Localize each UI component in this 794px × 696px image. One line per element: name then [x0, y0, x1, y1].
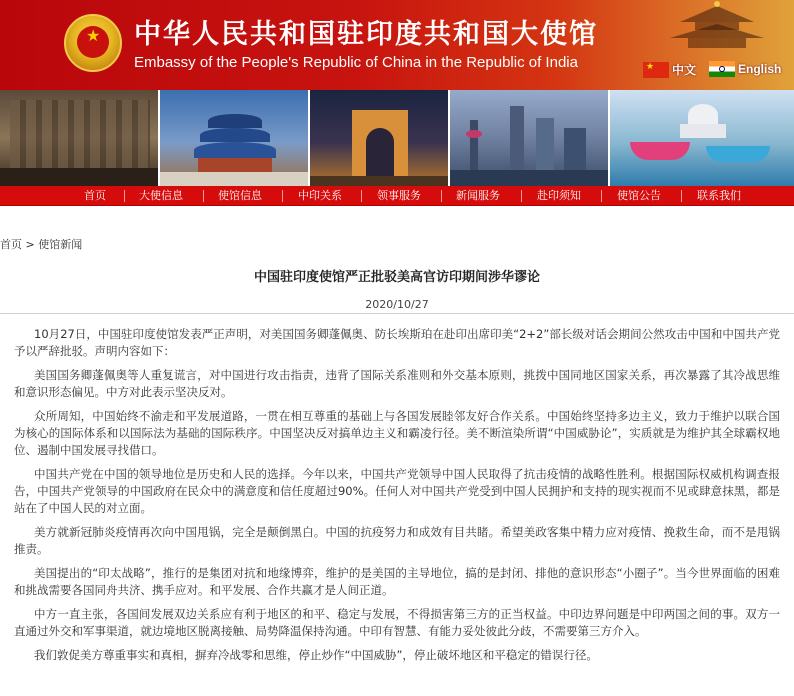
nav-china-india-relations[interactable]: 中印关系	[298, 189, 342, 202]
embassy-title-cn: 中华人民共和国驻印度共和国大使馆	[134, 19, 598, 50]
nav-ambassador[interactable]: 大使信息	[139, 189, 183, 202]
lang-english-label[interactable]: English	[738, 62, 782, 76]
article-paragraph-1: 10月27日，中国驻印度使馆发表严正声明，对美国国务卿蓬佩奥、防长埃斯珀在赴印出席印美“2+2”部长级对话会期间公然攻击中国和中国共产党予以严辞批驳。声明内容如下：	[14, 327, 780, 358]
article-paragraph-3: 众所周知，中国始终不渝走和平发展道路，一贯在相互尊重的基础上与各国发展睦邻友好合作关系。中国始终坚持多边主义，致力于维护以联合国为核心的国际体系和以国际法为基础的国际秩序。中国坚决反对搞单边主义和霸凌行径。美不断渲染所谓“中国威胁论”，实质就是为维护其全球霸权地位、遏制中国发展寻找借口。	[14, 409, 780, 457]
nav-travel-notes[interactable]: 赴印须知	[537, 189, 581, 202]
lang-switch-chinese[interactable]	[643, 61, 696, 78]
article-date: 2020/10/27	[365, 298, 429, 311]
nav-consular-services[interactable]: 领事服务	[377, 189, 421, 202]
lang-chinese-label[interactable]: 中文	[672, 63, 697, 77]
banner-photo-strip	[0, 90, 794, 186]
nav-home[interactable]: 首页	[84, 189, 106, 202]
breadcrumb-section-link[interactable]: 使馆新闻	[38, 238, 83, 251]
article-paragraph-5: 美方就新冠肺炎疫情再次向中国甩锅，完全是颠倒黑白。中国的抗疫努力和成效有目共睹。希望美政客集中精力应对疫情、挽救生命，而不是甩锅推责。	[14, 525, 780, 556]
shanghai-skyline-photo	[450, 90, 610, 186]
article-title: 中国驻印度使馆严正批驳美高官访印期间涉华谬论	[253, 270, 540, 285]
main-nav	[0, 186, 794, 206]
temple-decoration-icon	[640, 0, 794, 60]
embassy-title-en: Embassy of the People's Republic of China in the Republic of India	[134, 54, 578, 71]
temple-corridor-photo	[0, 90, 160, 186]
title-divider	[0, 313, 794, 314]
breadcrumb-separator: >	[25, 238, 35, 251]
article-paragraph-7: 中方一直主张，各国间发展双边关系应有利于地区的和平、稳定与发展，不得损害第三方的正当权益。中印边界问题是中印两国之间的事。双方一直通过外交和军事渠道，就边境地区脱离接触、局势降温保持沟通。中印有智慧、有能力妥处彼此分歧，不需要第三方介入。	[14, 607, 780, 638]
national-emblem-icon: ★	[64, 14, 122, 72]
article-paragraph-6: 美国提出的“印太战略”，推行的是集团对抗和地缘博弈，维护的是美国的主导地位，搞的是封闭、排他的意识形态“小圈子”。当今世界面临的困难和挑战需要各国同舟共济、携手应对。和平发展、合作共赢才是人间正道。	[14, 566, 780, 597]
breadcrumb	[0, 236, 82, 252]
temple-of-heaven-photo	[160, 90, 310, 186]
nav-news-services[interactable]: 新闻服务	[456, 189, 500, 202]
nav-embassy-info[interactable]: 使馆信息	[218, 189, 262, 202]
nav-contact-us[interactable]: 联系我们	[697, 189, 741, 202]
article-body	[14, 326, 780, 671]
article-paragraph-2: 美国国务卿蓬佩奥等人重复谎言，对中国进行攻击指责，违背了国际关系准则和外交基本原则，挑拨中国同地区国家关系，再次暴露了其冷战思维和意识形态偏见。中方对此表示坚决反对。	[14, 368, 780, 399]
taj-mahal-boats-photo	[610, 90, 794, 186]
breadcrumb-home-link[interactable]: 首页	[0, 238, 22, 251]
india-gate-photo	[310, 90, 450, 186]
china-flag-icon: ★	[643, 62, 669, 78]
article-paragraph-4: 中国共产党在中国的领导地位是历史和人民的选择。今年以来，中国共产党领导中国人民取得了抗击疫情的战略性胜利。根据国际权威机构调查报告，中国共产党领导的中国政府在民众中的满意度和信任度超过90%。任何人对中国共产党受到中国人民拥护和支持的现实视而不见或肆意抹黑，都是站在了中国人民的对立面。	[14, 467, 780, 515]
site-header	[0, 0, 794, 90]
lang-switch-english[interactable]	[709, 61, 781, 77]
nav-announcements[interactable]: 使馆公告	[617, 189, 661, 202]
article-paragraph-8: 我们敦促美方尊重事实和真相，摒弃冷战零和思维，停止炒作“中国威胁”，停止破坏地区和平稳定的错误行径。	[34, 648, 598, 662]
india-flag-icon	[709, 61, 735, 77]
